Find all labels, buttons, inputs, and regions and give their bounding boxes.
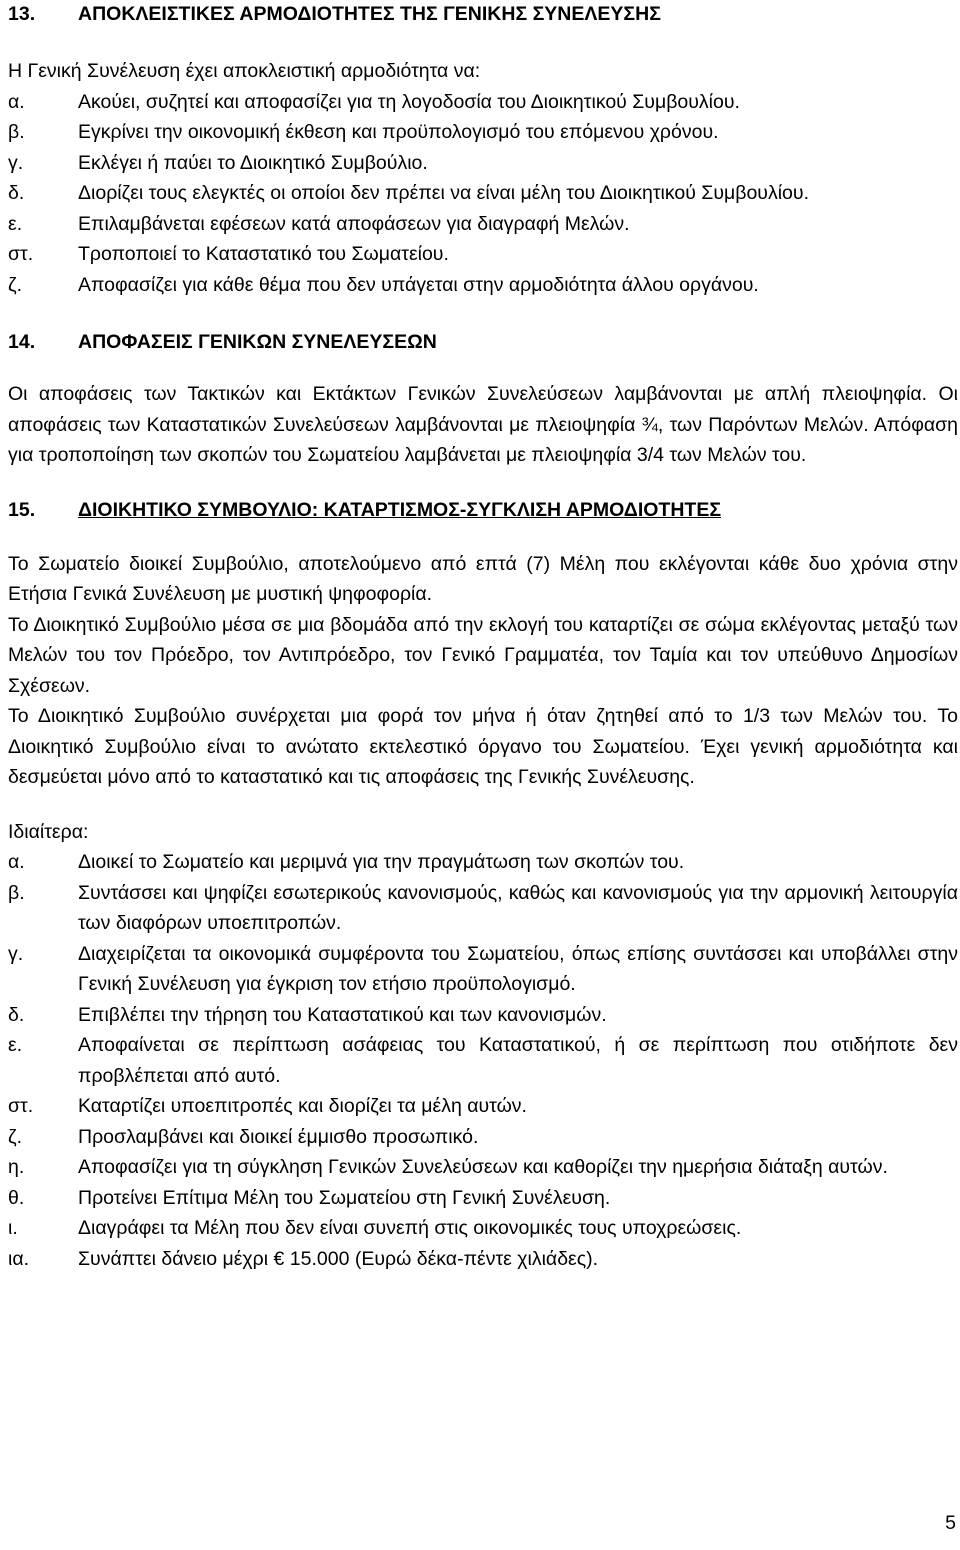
- list-item-label: στ.: [8, 1095, 34, 1117]
- list-item-text: Καταρτίζει υποεπιτροπές και διορίζει τα μέλη αυτών.: [78, 1095, 527, 1117]
- list-item-label: η.: [8, 1156, 25, 1178]
- particular-label: Ιδιαίτερα:: [8, 820, 89, 843]
- list-item-text: Συνάπτει δάνειο μέχρι € 15.000 (Ευρώ δέκα-πέντε χιλιάδες).: [78, 1247, 599, 1270]
- page-number: 5: [945, 1512, 956, 1534]
- list-item-label: γ.: [8, 151, 24, 174]
- list-item-label: ε.: [8, 1034, 23, 1056]
- list-item-text: Ακούει, συζητεί και αποφασίζει για τη λογοδοσία του Διοικητικού Συμβουλίου.: [78, 90, 740, 113]
- list-item-text: Εγκρίνει την οικονομική έκθεση και προϋπολογισμό του επόμενου χρόνου.: [78, 121, 719, 143]
- section-13-number: 13.: [8, 3, 36, 25]
- paragraph: Το Διοικητικό Συμβούλιο συνέρχεται μια φορά τον μήνα ή όταν ζητηθεί από το 1/3 των Μελών του. Το Διοικητικό Συμβούλιο είναι το ανώτατο εκτελεστικό όργανο του Σωματείου. Έχει γενική αρμοδιότητα και δεσμεύεται μόνο από το καταστατικό και τις αποφάσεις της Γενικής Συνέλευσης.: [8, 705, 958, 788]
- document-page: [8, 0, 958, 1274]
- section-14-number: 14.: [8, 331, 36, 353]
- list-item-label: ε.: [8, 212, 23, 235]
- list-item: [8, 87, 958, 118]
- list-item: [8, 1213, 958, 1244]
- list-item-text: Διορίζει τους ελεγκτές οι οποίοι δεν πρέπει να είναι μέλη του Διοικητικού Συμβουλίου.: [78, 182, 809, 204]
- list-item: [8, 1152, 958, 1183]
- list-item: [8, 1091, 958, 1122]
- list-item-text: Διοικεί το Σωματείο και μεριμνά για την πραγμάτωση των σκοπών του.: [78, 851, 685, 873]
- list-item-label: ζ.: [8, 1125, 23, 1148]
- list-item-label: β.: [8, 121, 25, 143]
- list-item-label: β.: [8, 881, 25, 904]
- list-item-text: Προσλαμβάνει και διοικεί έμμισθο προσωπικό.: [78, 1125, 479, 1148]
- list-item-label: ια.: [8, 1247, 30, 1270]
- list-item: [8, 270, 958, 301]
- list-item-text: Επιβλέπει την τήρηση του Καταστατικού και των κανονισμών.: [78, 1003, 607, 1026]
- list-item: [8, 148, 958, 179]
- paragraph: Το Σωματείο διοικεί Συμβούλιο, αποτελούμενο από επτά (7) Μέλη που εκλέγονται κάθε δυο χρόνια στην Ετήσια Γενικά Συνέλευση με μυστική ψηφοφορία.: [8, 552, 958, 605]
- list-item-text: Αποφαίνεται σε περίπτωση ασάφειας του Καταστατικού, ή σε περίπτωση που οτιδήποτε δεν προβλέπεται από αυτό.: [78, 1034, 958, 1087]
- section-13-list: [8, 87, 958, 301]
- section-13-title: ΑΠΟΚΛΕΙΣΤΙΚΕΣ ΑΡΜΟΔΙΟΤΗΤΕΣ ΤΗΣ ΓΕΝΙΚΗΣ ΣΥΝΕΛΕΥΣΗΣ: [78, 3, 661, 25]
- list-item: [8, 1122, 958, 1153]
- section-15-paragraphs: [8, 549, 958, 793]
- section-13-heading: [8, 0, 958, 28]
- list-item-text: Εκλέγει ή παύει το Διοικητικό Συμβούλιο.: [78, 151, 428, 174]
- list-item: [8, 878, 958, 939]
- list-item: [8, 209, 958, 240]
- list-item-label: ζ.: [8, 273, 23, 296]
- paragraph: Το Διοικητικό Συμβούλιο μέσα σε μια βδομάδα από την εκλογή του καταρτίζει σε σώμα εκλέγοντας μεταξύ των Μελών του τον Πρόεδρο, τον Αντιπρόεδρο, τον Γενικό Γραμματέα, τον Ταμία και τον υπεύθυνο Δημοσίων Σχέσεων.: [8, 613, 958, 697]
- list-item-label: α.: [8, 851, 25, 873]
- section-15-list: [8, 847, 958, 1274]
- list-item-label: γ.: [8, 942, 24, 965]
- list-item-text: Τροποποιεί το Καταστατικό του Σωματείου.: [78, 243, 449, 265]
- list-item-text: Αποφασίζει για κάθε θέμα που δεν υπάγεται στην αρμοδιότητα άλλου οργάνου.: [78, 273, 759, 296]
- list-item: [8, 939, 958, 1000]
- section-14-title: ΑΠΟΦΑΣΕΙΣ ΓΕΝΙΚΩΝ ΣΥΝΕΛΕΥΣΕΩΝ: [78, 331, 437, 353]
- section-14-body: Οι αποφάσεις των Τακτικών και Εκτάκτων Γενικών Συνελεύσεων λαμβάνονται με απλή πλειοψηφία. Οι αποφάσεις των Καταστατικών Συνελεύσεων λαμβάνονται με πλειοψηφία ¾, των Παρόντων Μελών. Απόφαση για τροποποίηση των σκοπών του Σωματείου λαμβάνεται με πλειοψηφία 3/4 των Μελών του.: [8, 383, 958, 466]
- list-item: [8, 178, 958, 209]
- list-item-label: στ.: [8, 243, 34, 265]
- list-item: [8, 847, 958, 878]
- list-item-label: δ.: [8, 1003, 25, 1026]
- list-item: [8, 1183, 958, 1214]
- list-item-text: Αποφασίζει για τη σύγκληση Γενικών Συνελεύσεων και καθορίζει την ημερήσια διάταξη αυτών.: [78, 1156, 888, 1178]
- list-item-text: Επιλαμβάνεται εφέσεων κατά αποφάσεων για διαγραφή Μελών.: [78, 212, 630, 235]
- list-item-label: α.: [8, 90, 25, 113]
- section-14-heading: [8, 328, 958, 356]
- section-15-heading: [8, 496, 958, 524]
- list-item: [8, 1000, 958, 1031]
- section-13-intro: Η Γενική Συνέλευση έχει αποκλειστική αρμοδιότητα να:: [8, 60, 481, 82]
- list-item: [8, 117, 958, 148]
- list-item-label: ι.: [8, 1217, 18, 1239]
- list-item-text: Προτείνει Επίτιμα Μέλη του Σωματείου στη Γενική Συνέλευση.: [78, 1186, 611, 1209]
- list-item-text: Διαγράφει τα Μέλη που δεν είναι συνεπή στις οικονομικές τους υποχρεώσεις.: [78, 1217, 742, 1239]
- list-item-label: θ.: [8, 1186, 25, 1209]
- list-item: [8, 1244, 958, 1275]
- list-item: [8, 239, 958, 270]
- list-item-label: δ.: [8, 182, 25, 204]
- section-15-number: 15.: [8, 498, 36, 521]
- list-item-text: Συντάσσει και ψηφίζει εσωτερικούς κανονισμούς, καθώς και κανονισμούς για την αρμονική λειτουργία των διαφόρων υποεπιτροπών.: [78, 881, 958, 934]
- section-15-title: ΔΙΟΙΚΗΤΙΚΟ ΣΥΜΒΟΥΛΙΟ: ΚΑΤΑΡΤΙΣΜΟΣ-ΣΥΓΚΛΙΣΗ ΑΡΜΟΔΙΟΤΗΤΕΣ: [78, 498, 722, 521]
- list-item: [8, 1030, 958, 1091]
- list-item-text: Διαχειρίζεται τα οικονομικά συμφέροντα του Σωματείου, όπως επίσης συντάσσει και υποβάλλει στην Γενική Συνέλευση για έγκριση τον ετήσιο προϋπολογισμό.: [78, 942, 958, 995]
